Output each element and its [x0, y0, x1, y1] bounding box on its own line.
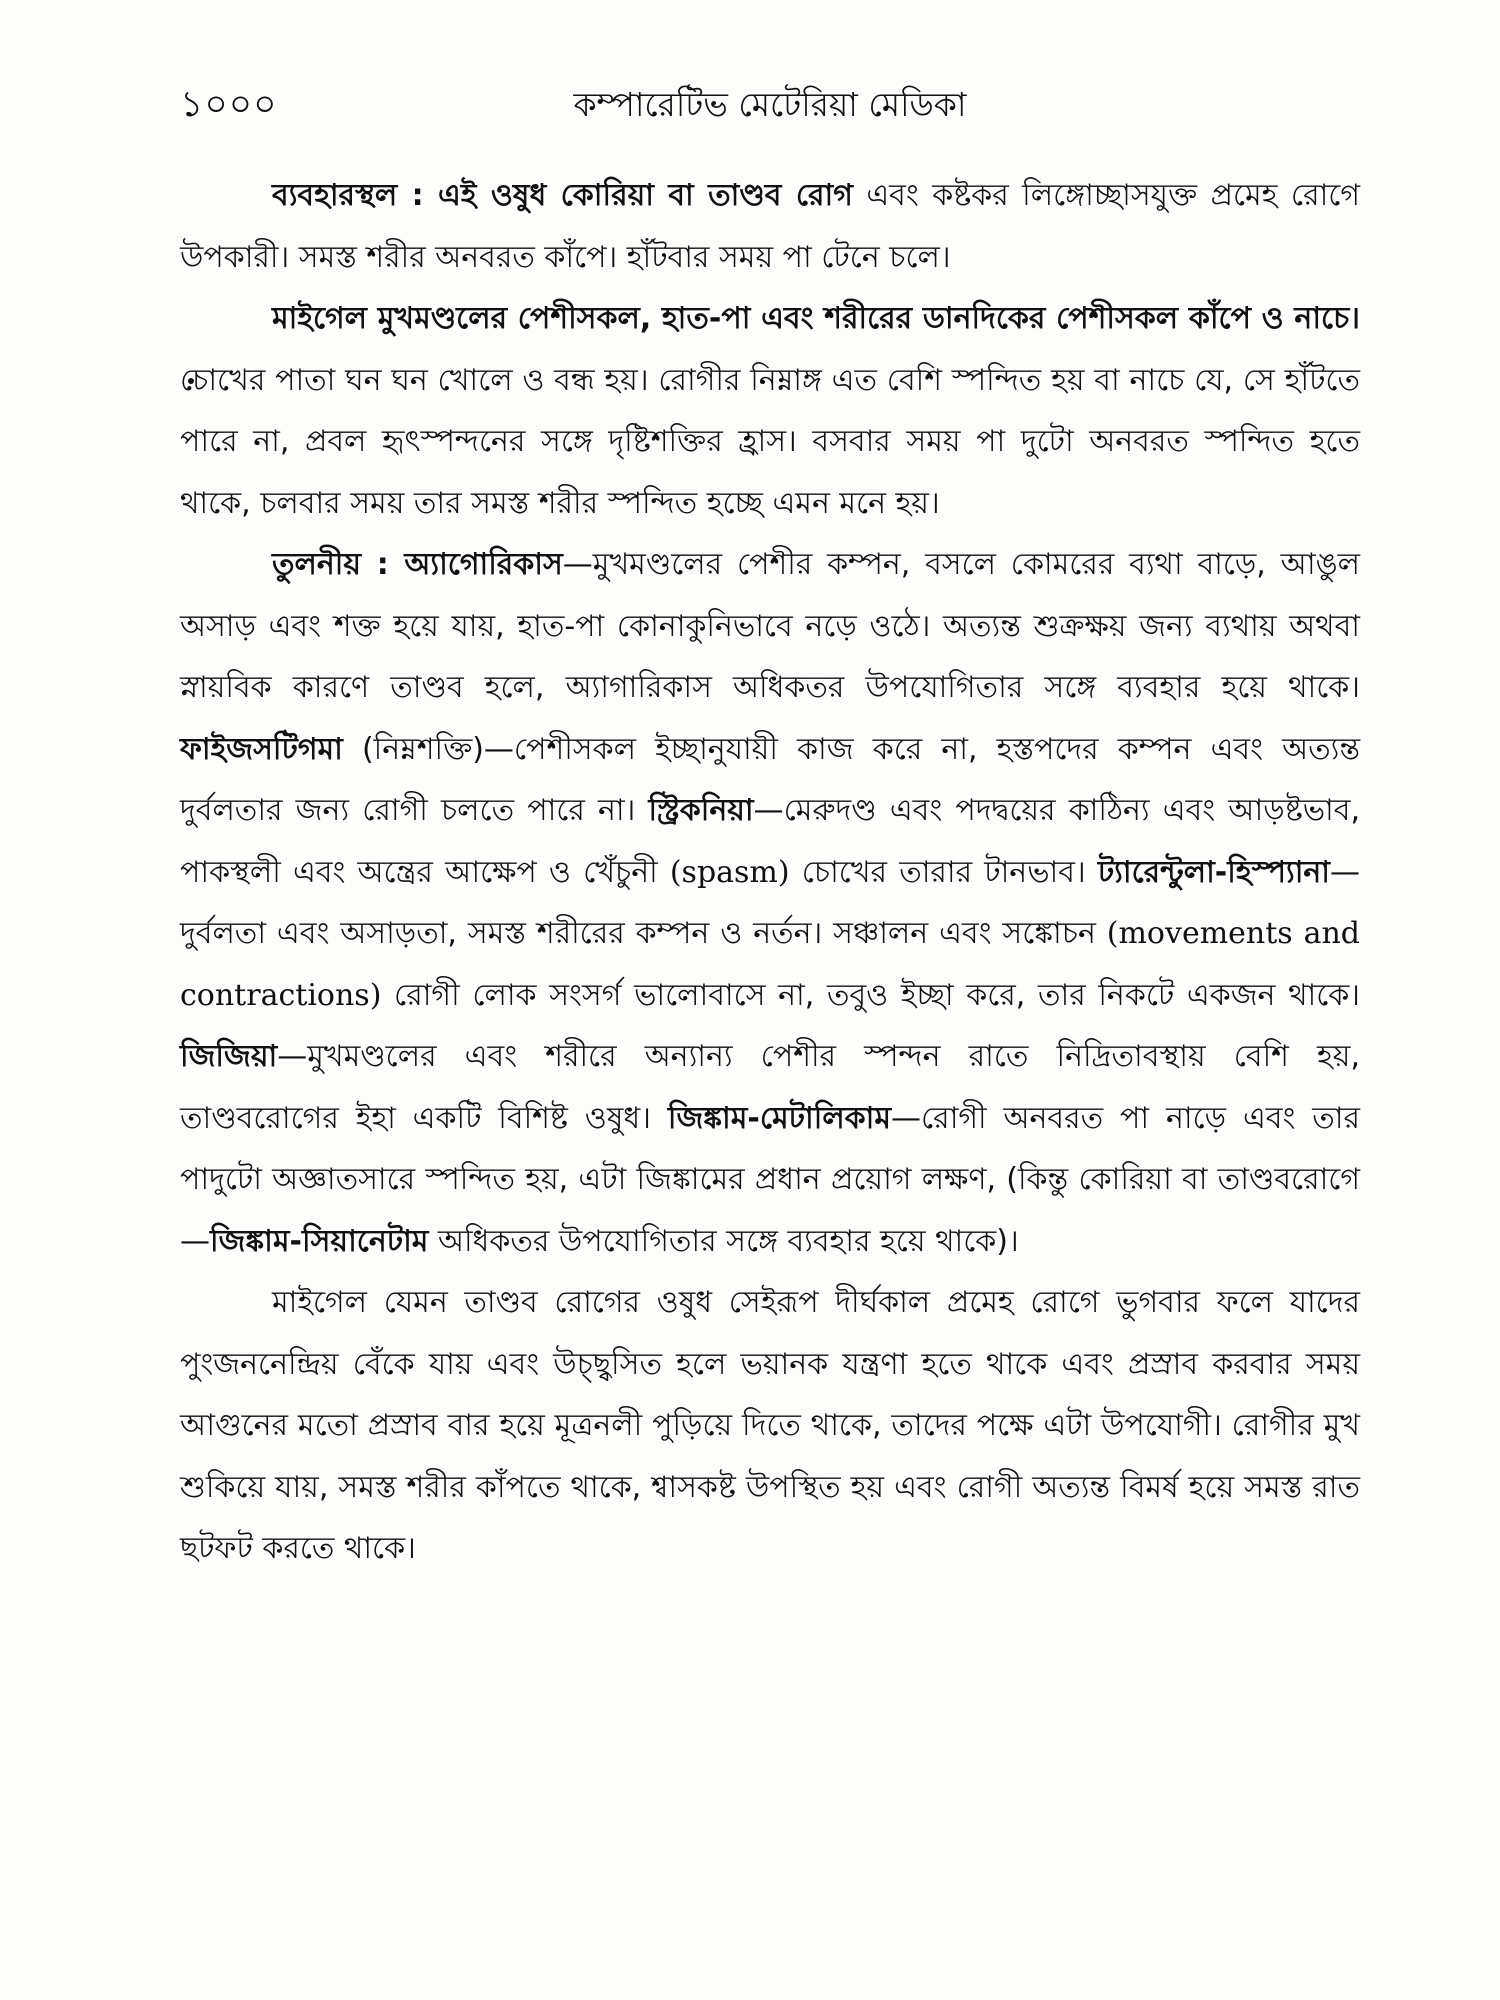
comparison-text: —মেরুদণ্ড এবং পদদ্বয়ের কাঠিন্য এবং আড়ষ্টভাব, পাকস্থলী এবং অন্ত্রের আক্ষেপ ও খেঁচুনী	[180, 793, 1360, 890]
page-header	[180, 75, 1360, 135]
paragraph-mygale	[180, 288, 1360, 534]
page-number: ১০০০	[180, 84, 278, 125]
comparison-text: চোখের তারার টানভাব।	[789, 854, 1098, 890]
remedy-physostigma: ফাইজসটিগমা	[180, 731, 343, 767]
paragraph-usage	[180, 165, 1360, 288]
usage-text: এবং কষ্টকর লিঙ্গোচ্ছাসযুক্ত প্রমেহ রোগে উপকারী। সমস্ত শরীর অনবরত কাঁপে। হাঁটবার সময় পা টেনে চলে।	[180, 178, 1361, 275]
mygale-heading: মাইগেল মুখমণ্ডলের পেশীসকল, হাত-পা এবং শরীরের ডানদিকের পেশীসকল কাঁপে ও নাচে।	[272, 301, 1360, 336]
remedy-zincum-cyanatum: জিঙ্কাম-সিয়ানেটাম	[210, 1223, 429, 1259]
comparison-text: —দুর্বলতা এবং অসাড়তা, সমস্ত শরীরের কম্পন ও নর্তন। সঞ্চালন এবং সঙ্কোচন	[180, 854, 1360, 951]
remedy-strychnia: স্ট্রিকনিয়া	[648, 793, 754, 828]
comparison-text: (নিম্নশক্তি)—পেশীসকল ইচ্ছানুযায়ী কাজ করে না, হস্তপদের কম্পন এবং অত্যন্ত দুর্বলতার জন্য রোগী চলতে পারে না।	[180, 731, 1360, 828]
remedy-tarentula: ট্যারেন্টুলা-হিস্প্যানা	[1097, 854, 1330, 890]
usage-heading: ব্যবহারস্থল : এই ওষুধ কোরিয়া বা তাণ্ডব রোগ	[272, 178, 853, 213]
paragraph-gonorrhea	[180, 1272, 1360, 1580]
remedy-zincum-metallicum: জিঙ্কাম-মেটালিকাম	[667, 1100, 892, 1136]
gonorrhea-text: মাইগেল যেমন তাণ্ডব রোগের ওষুধ সেইরূপ দীর্ঘকাল প্রমেহ রোগে ভুগবার ফলে যাদের পুংজননেন্দ্রিয় বেঁকে যায় এবং উচ্ছ্বসিত হলে ভয়ানক যন্ত্রণা হতে থাকে এবং প্রস্রাব করবার সময় আগুনের মতো প্রস্রাব বার হয়ে মূত্রনলী পুড়িয়ে দিতে থাকে, তাদের পক্ষে এটা উপযোগী। রোগীর মুখ শুকিয়ে যায়, সমস্ত শরীর কাঁপতে থাকে, শ্বাসকষ্ট উপস্থিত হয় এবং রোগী অত্যন্ত বিমর্ষ হয়ে সমস্ত রাত ছটফট করতে থাকে।	[180, 1285, 1360, 1566]
remedy-zizia: জিজিয়া	[180, 1039, 278, 1074]
latin-term: (spasm)	[669, 854, 790, 890]
comparison-text: রোগী লোক সংসর্গ ভালোবাসে না, তবুও ইচ্ছা করে, তার নিকটে একজন থাকে।	[381, 977, 1360, 1013]
latin-term: (movements and contractions)	[180, 916, 1360, 1013]
comparison-text: —রোগী অনবরত পা নাড়ে এবং তার পাদুটো অজ্ঞাতসারে স্পন্দিত হয়, এটা জিঙ্কামের প্রধান প্রয়োগ লক্ষণ, (কিন্তু কোরিয়া বা তাণ্ডবরোগে —	[180, 1100, 1360, 1259]
comparison-heading: তুলনীয় : অ্যাগোরিকাস	[272, 547, 563, 582]
page-body	[180, 165, 1360, 1580]
running-title: কম্পারেটিভ মেটেরিয়া মেডিকা	[573, 85, 967, 124]
comparison-text: —মুখমণ্ডলের পেশীর কম্পন, বসলে কোমরের ব্যথা বাড়ে, আঙুল অসাড় এবং শক্ত হয়ে যায়, হাত-পা কোনাকুনিভাবে নড়ে ওঠে। অত্যন্ত শুক্রক্ষয় জন্য ব্যথায় অথবা স্নায়বিক কারণে তাণ্ডব হলে, অ্যাগারিকাস অধিকতর উপযোগিতার সঙ্গে ব্যবহার হয়ে থাকে।	[180, 547, 1360, 705]
mygale-text: চোখের পাতা ঘন ঘন খোলে ও বন্ধ হয়। রোগীর নিম্নাঙ্গ এত বেশি স্পন্দিত হয় বা নাচে যে, সে হাঁটতে পারে না, প্রবল হৃৎস্পন্দনের সঙ্গে দৃষ্টিশক্তির হ্রাস। বসবার সময় পা দুটো অনবরত স্পন্দিত হতে থাকে, চলবার সময় তার সমস্ত শরীর স্পন্দিত হচ্ছে এমন মনে হয়।	[180, 362, 1360, 521]
paragraph-comparison	[180, 534, 1360, 1272]
comparison-text: অধিকতর উপযোগিতার সঙ্গে ব্যবহার হয়ে থাকে)।	[428, 1223, 1019, 1259]
comparison-text: —মুখমণ্ডলের এবং শরীরে অন্যান্য পেশীর স্পন্দন রাতে নিদ্রিতাবস্থায় বেশি হয়, তাণ্ডবরোগের ইহা একটি বিশিষ্ট ওষুধ।	[180, 1039, 1360, 1136]
